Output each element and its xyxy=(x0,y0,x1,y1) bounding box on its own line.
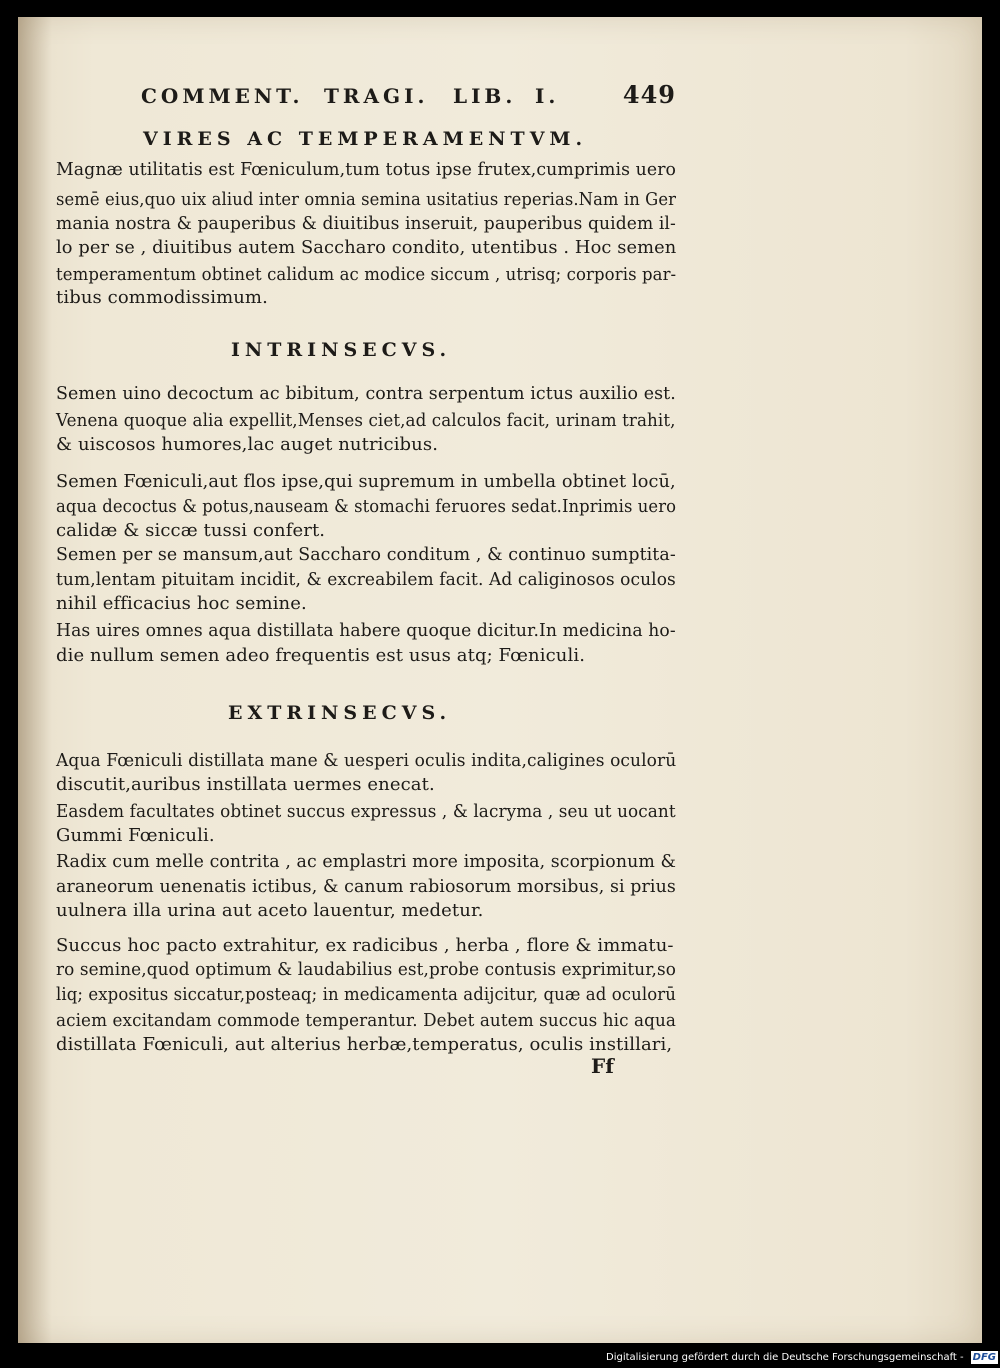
footer-credit-text: Digitalisierung gefördert durch die Deutsche Forschungsgemeinschaft - xyxy=(606,1351,964,1363)
signature-mark: Ff xyxy=(591,1054,614,1078)
page-number: 449 xyxy=(622,80,676,109)
text-line: discutit,auribus instillata uermes enecat. xyxy=(56,774,435,795)
text-line: Semen uino decoctum ac bibitum, contra serpentum ictus auxilio est. xyxy=(56,383,676,404)
text-line: temperamentum obtinet calidum ac modice siccum , utrisq; corporis par- xyxy=(56,264,677,285)
text-line: distillata Fœniculi, aut alterius herbæ,temperatus, oculis instillari, xyxy=(56,1034,673,1055)
running-header xyxy=(141,80,676,114)
text-line: Semen per se mansum,aut Saccharo conditum , & continuo sumptita- xyxy=(56,544,676,565)
text-line: semē eius,quo uix aliud inter omnia semina usitatius reperias.Nam in Ger xyxy=(56,189,677,210)
running-title-word: I. xyxy=(535,84,560,108)
text-line: & uiscosos humores,lac auget nutricibus. xyxy=(56,434,439,455)
page-gutter-shadow xyxy=(18,17,52,1343)
text-line: Semen Fœniculi,aut flos ipse,qui supremum in umbella obtinet locū, xyxy=(56,471,676,492)
text-line: Gummi Fœniculi. xyxy=(56,825,215,846)
text-line: araneorum uenenatis ictibus, & canum rabiosorum morsibus, si prius xyxy=(56,876,676,897)
text-line: mania nostra & pauperibus & diuitibus inseruit, pauperibus quidem il- xyxy=(56,213,676,234)
dfg-logo: DFG xyxy=(972,1351,996,1363)
text-line: die nullum semen adeo frequentis est usus atq; Fœniculi. xyxy=(56,645,586,666)
text-line: Magnæ utilitatis est Fœniculum,tum totus ipse frutex,cumprimis uero xyxy=(56,159,677,180)
text-line: Has uires omnes aqua distillata habere quoque dicitur.In medicina ho- xyxy=(56,620,676,641)
text-line: calidæ & siccæ tussi confert. xyxy=(56,520,326,541)
text-line: ro semine,quod optimum & laudabilius est,probe contusis exprimitur,so xyxy=(56,959,676,980)
section-heading-extrinsecus: EXTRINSECVS. xyxy=(228,702,452,724)
text-line: uulnera illa urina aut aceto lauentur, medetur. xyxy=(56,900,484,921)
section-heading-intrinsecus: INTRINSECVS. xyxy=(231,339,452,361)
text-line: tibus commodissimum. xyxy=(56,287,268,308)
text-line: nihil efficacius hoc semine. xyxy=(56,593,307,614)
text-line: Easdem facultates obtinet succus expressus , & lacryma , seu ut uocant xyxy=(56,801,676,822)
text-line: Aqua Fœniculi distillata mane & uesperi oculis indita,caligines oculorū xyxy=(56,750,677,771)
text-line: aciem excitandam commode temperantur. Debet autem succus hic aqua xyxy=(56,1010,676,1031)
text-line: Succus hoc pacto extrahitur, ex radicibus , herba , flore & immatu- xyxy=(56,935,674,956)
text-line: liq; expositus siccatur,posteaq; in medicamenta adijcitur, quæ ad oculorū xyxy=(56,984,676,1005)
running-title-word: LIB. xyxy=(453,84,517,108)
running-title-word: TRAGI. xyxy=(324,84,429,108)
text-line: Venena quoque alia expellit,Menses ciet,ad calculos facit, urinam trahit, xyxy=(56,410,676,431)
digitization-footer xyxy=(606,1348,998,1366)
text-line: aqua decoctus & potus,nauseam & stomachi feruores sedat.Inprimis uero xyxy=(56,496,677,517)
running-title-word: COMMENT. xyxy=(141,84,304,108)
section-heading-vires: VIRES AC TEMPERAMENTVM. xyxy=(143,128,588,150)
text-line: lo per se , diuitibus autem Saccharo condito, utentibus . Hoc semen xyxy=(56,237,677,258)
text-line: Radix cum melle contrita , ac emplastri more imposita, scorpionum & xyxy=(56,851,677,872)
text-line: tum,lentam pituitam incidit, & excreabilem facit. Ad caliginosos oculos xyxy=(56,569,676,590)
